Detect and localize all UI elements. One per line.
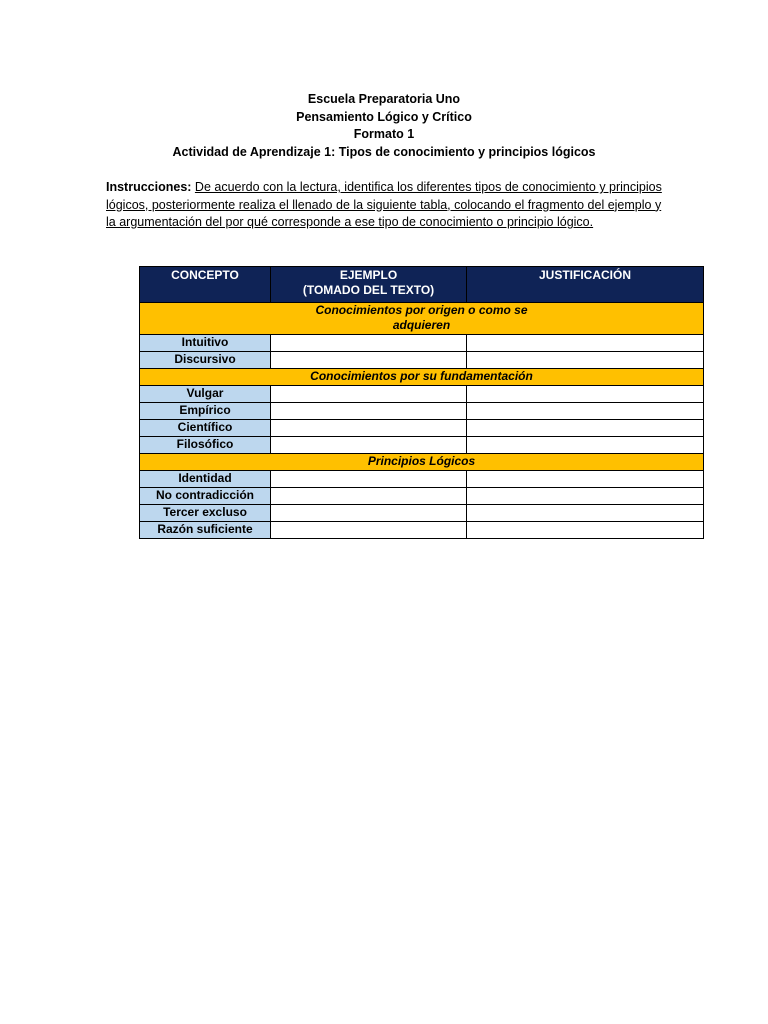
concept-cell: Identidad	[140, 471, 271, 488]
concept-cell: No contradicción	[140, 488, 271, 505]
example-cell[interactable]	[271, 386, 467, 403]
justification-cell[interactable]	[467, 386, 704, 403]
example-cell[interactable]	[271, 437, 467, 454]
section-title: Conocimientos por su fundamentación	[140, 369, 704, 386]
section-row-foundation	[140, 369, 704, 386]
justification-cell[interactable]	[467, 403, 704, 420]
concept-cell: Razón suficiente	[140, 522, 271, 539]
document-header	[0, 91, 768, 161]
section-title-line2: adquieren	[392, 318, 451, 332]
justification-cell[interactable]	[467, 437, 704, 454]
table-row	[140, 471, 704, 488]
section-title	[140, 303, 704, 335]
example-cell[interactable]	[271, 335, 467, 352]
header-example	[271, 267, 467, 303]
header-concept: CONCEPTO	[140, 267, 271, 303]
header-justification: JUSTIFICACIÓN	[467, 267, 704, 303]
justification-cell[interactable]	[467, 505, 704, 522]
section-row-origin	[140, 303, 704, 335]
example-cell[interactable]	[271, 420, 467, 437]
activity-table	[139, 266, 704, 539]
concept-cell: Tercer excluso	[140, 505, 271, 522]
table-row	[140, 437, 704, 454]
example-cell[interactable]	[271, 471, 467, 488]
justification-cell[interactable]	[467, 522, 704, 539]
example-cell[interactable]	[271, 505, 467, 522]
table-row	[140, 488, 704, 505]
section-row-principles	[140, 454, 704, 471]
table-row	[140, 352, 704, 369]
table-row	[140, 403, 704, 420]
header-example-line2: (TOMADO DEL TEXTO)	[302, 283, 435, 297]
section-title: Principios Lógicos	[140, 454, 704, 471]
concept-cell: Vulgar	[140, 386, 271, 403]
table-header-row	[140, 267, 704, 303]
table-row	[140, 505, 704, 522]
concept-cell: Científico	[140, 420, 271, 437]
header-example-line1: EJEMPLO	[339, 268, 398, 282]
table-row	[140, 420, 704, 437]
concept-cell: Empírico	[140, 403, 271, 420]
format-label: Formato 1	[353, 127, 415, 141]
subject-name: Pensamiento Lógico y Crítico	[296, 109, 472, 124]
activity-title: Actividad de Aprendizaje 1: Tipos de conocimiento y principios lógicos	[172, 144, 596, 159]
table-row	[140, 386, 704, 403]
concept-cell: Filosófico	[140, 437, 271, 454]
table-row	[140, 522, 704, 539]
concept-cell: Discursivo	[140, 352, 271, 369]
example-cell[interactable]	[271, 352, 467, 369]
justification-cell[interactable]	[467, 335, 704, 352]
justification-cell[interactable]	[467, 471, 704, 488]
instructions-lead: Instrucciones:	[106, 180, 192, 194]
example-cell[interactable]	[271, 403, 467, 420]
justification-cell[interactable]	[467, 420, 704, 437]
instructions-paragraph	[106, 179, 666, 232]
section-title-line1: Conocimientos por origen o como se	[315, 303, 528, 317]
table-row	[140, 335, 704, 352]
concept-cell: Intuitivo	[140, 335, 271, 352]
instructions-text: De acuerdo con la lectura, identifica los diferentes tipos de conocimiento y principios lógicos, posteriormente realiza el llenado de la siguiente tabla, colocando el fragmento del ejemplo y la argumentación del por qué corresponde a ese tipo de conocimiento o principio lógico.	[106, 180, 662, 229]
example-cell[interactable]	[271, 488, 467, 505]
justification-cell[interactable]	[467, 488, 704, 505]
example-cell[interactable]	[271, 522, 467, 539]
justification-cell[interactable]	[467, 352, 704, 369]
school-name: Escuela Preparatoria Uno	[307, 92, 461, 106]
